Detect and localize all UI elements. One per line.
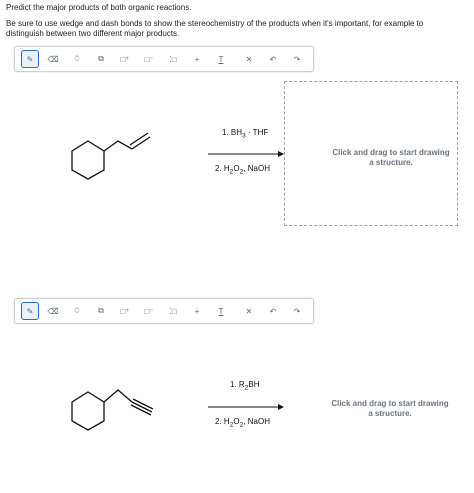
lasso-icon[interactable]: ⍥ — [74, 306, 80, 315]
reaction1-reagent-step1: 1. $BH_3$ · THF — [222, 128, 269, 140]
clear-icon[interactable]: ✕ — [245, 306, 253, 316]
pencil-icon[interactable]: ✎ — [21, 302, 39, 320]
add-icon[interactable]: + — [194, 306, 200, 316]
text-icon[interactable]: T — [218, 54, 224, 64]
negative-charge-icon[interactable]: □⁻ — [144, 306, 154, 316]
drawing-toolbar-1 — [14, 46, 314, 72]
question-title: Predict the major products of both organic reactions. — [6, 3, 192, 12]
lasso-icon[interactable]: ⍥ — [74, 54, 80, 63]
drop-area-hint-2: Click and drag to start drawing a structure. — [331, 399, 449, 418]
reaction2-arrow — [208, 402, 286, 412]
reaction2-reagent-step1: 1. $R_2BH$ — [230, 380, 260, 392]
eraser-icon[interactable]: ⌫ — [47, 306, 59, 316]
lone-pair-icon[interactable]: ⁚□ — [169, 306, 177, 316]
lone-pair-icon[interactable]: ⁚□ — [169, 54, 177, 64]
product-drawing-area-1[interactable] — [284, 81, 458, 226]
reaction1-arrow — [208, 149, 286, 159]
copy-icon[interactable]: ⧉ — [98, 54, 104, 63]
drawing-toolbar-2 — [14, 298, 314, 324]
add-icon[interactable]: + — [194, 54, 200, 64]
clear-icon[interactable]: ✕ — [245, 54, 253, 64]
reactant-propargylcyclohexane — [60, 372, 160, 442]
reaction1-reagent-step2: 2. $H_2O_2$, NaOH — [215, 164, 270, 176]
reaction2-reagent-step2: 2. $H_2O_2$, NaOH — [215, 417, 270, 429]
copy-icon[interactable]: ⧉ — [98, 306, 104, 315]
reactant-allylcyclohexane — [60, 115, 160, 185]
pencil-icon[interactable]: ✎ — [21, 50, 39, 68]
product-drawing-area-2[interactable] — [284, 335, 458, 480]
redo-icon[interactable]: ↷ — [293, 306, 301, 316]
undo-icon[interactable]: ↶ — [269, 54, 277, 64]
drop-area-hint-1: Click and drag to start drawing a structure. — [332, 148, 450, 167]
positive-charge-icon[interactable]: □⁺ — [120, 306, 130, 316]
question-instructions: Be sure to use wedge and dash bonds to show the stereochemistry of the products when it's important, for example to distinguish between two different major products. — [6, 19, 424, 38]
positive-charge-icon[interactable]: □⁺ — [120, 54, 130, 64]
text-icon[interactable]: T — [218, 306, 224, 316]
undo-icon[interactable]: ↶ — [269, 306, 277, 316]
negative-charge-icon[interactable]: □⁻ — [144, 54, 154, 64]
redo-icon[interactable]: ↷ — [293, 54, 301, 64]
eraser-icon[interactable]: ⌫ — [47, 54, 59, 64]
